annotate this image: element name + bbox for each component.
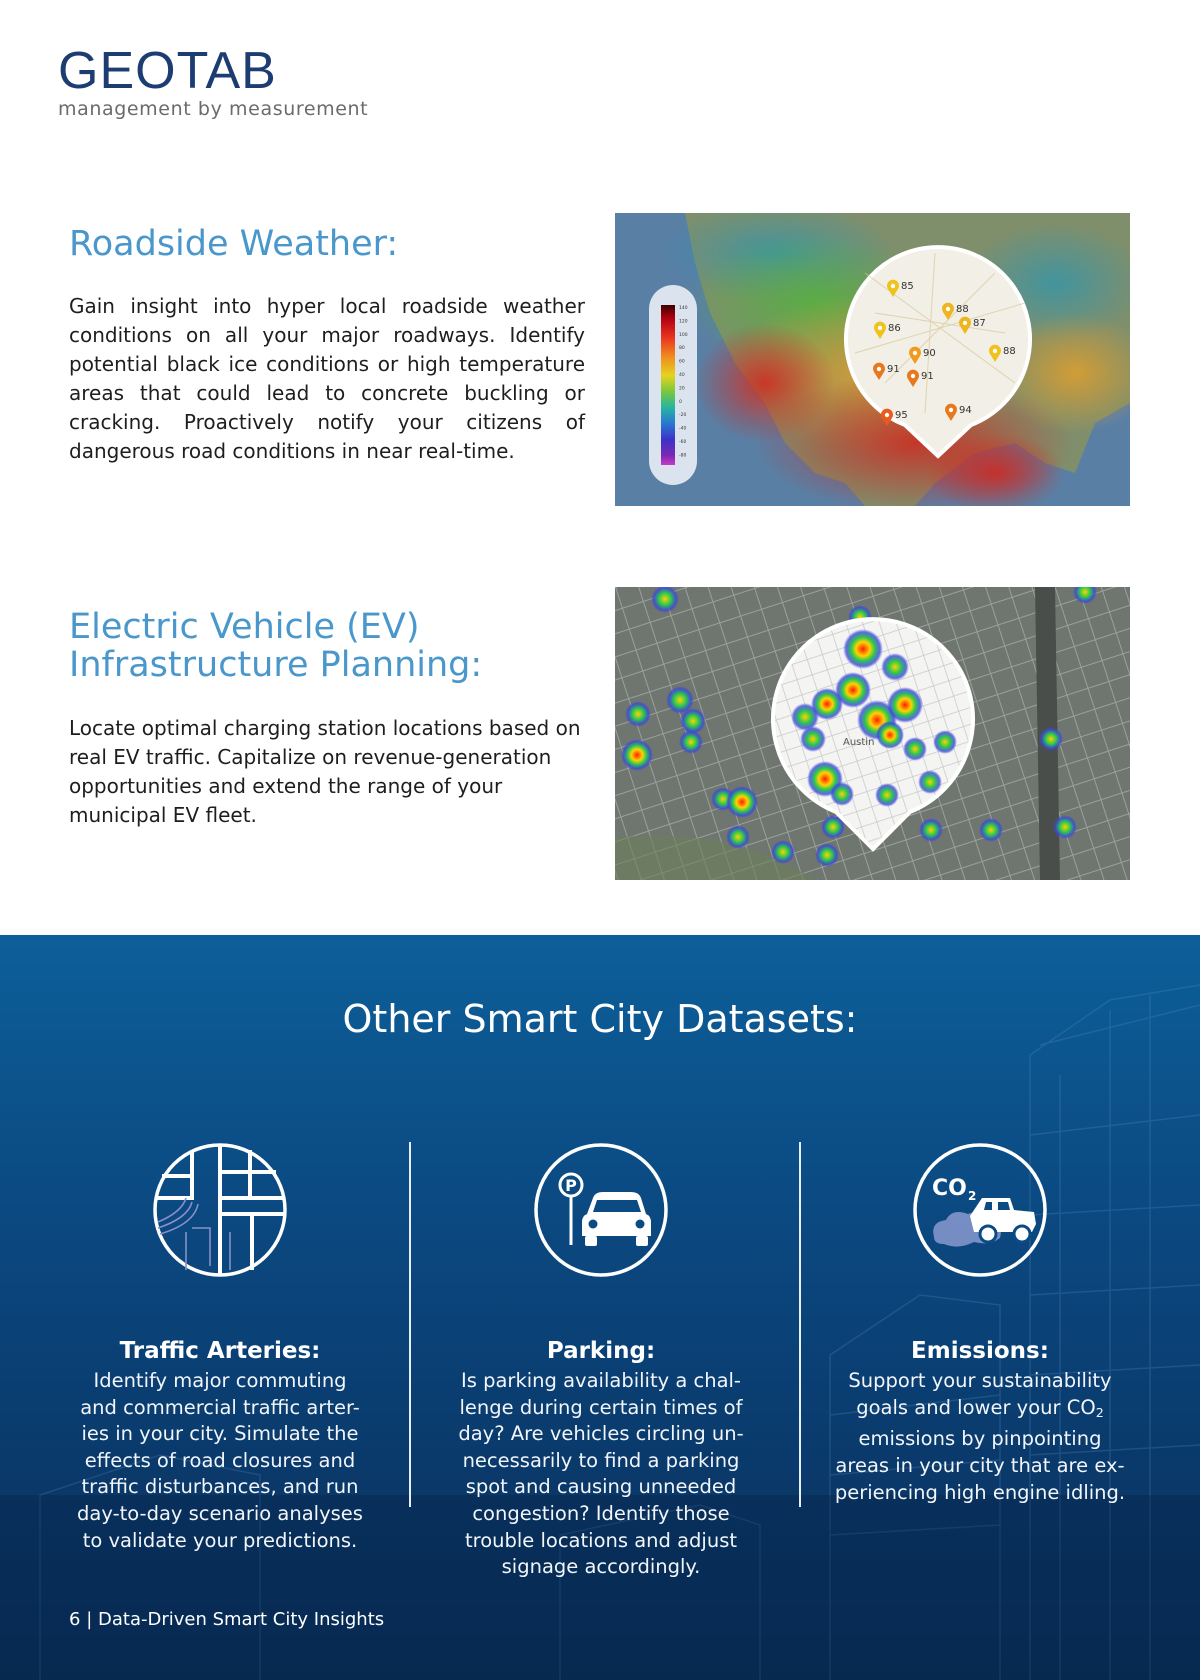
datasets-title: Other Smart City Datasets: (342, 997, 858, 1041)
parking-line: congestion? Identify those (472, 1501, 730, 1525)
legend-tick-label: 0 (679, 399, 682, 405)
temperature-marker-label: 86 (888, 323, 901, 334)
parking-line: Is parking availability a chal- (461, 1369, 741, 1392)
traffic-arteries-line: effects of road closures and (84, 1448, 356, 1472)
ev-heatmap-image (615, 587, 1130, 880)
ev-planning-title-line2: Infrastructure Planning: (69, 645, 483, 685)
traffic-arteries-icon (152, 1142, 288, 1278)
temperature-marker-dot (993, 349, 997, 353)
temperature-marker-dot (878, 326, 882, 330)
traffic-arteries-line: to validate your predictions. (82, 1528, 358, 1552)
temperature-marker-dot (963, 321, 967, 325)
parking-line: day? Are vehicles circling un- (458, 1422, 744, 1446)
parking-line: signage accordingly. (501, 1555, 701, 1579)
co2-subscript: 2 (1095, 1404, 1104, 1420)
temperature-marker-dot (911, 374, 915, 378)
traffic-arteries-line: day-to-day scenario analyses (77, 1501, 363, 1525)
legend-tick-label: 20 (679, 386, 685, 392)
logo-tagline: management by measurement (58, 98, 369, 120)
emissions-title: Emissions: (911, 1338, 1049, 1364)
parking-line: trouble locations and adjust (464, 1528, 738, 1552)
traffic-arteries-title: Traffic Arteries: (119, 1338, 321, 1364)
ev-planning-title-line1: Electric Vehicle (EV) (69, 607, 420, 647)
temperature-marker-label: 88 (1003, 346, 1016, 357)
ev-planning-title (69, 608, 482, 684)
legend-tick-label: -20 (679, 413, 687, 419)
emissions-line: periencing high engine idling. (834, 1480, 1126, 1504)
legend-tick-label: -80 (679, 453, 687, 459)
temperature-marker-label: 91 (921, 371, 934, 382)
legend-tick-label: 60 (679, 359, 685, 365)
legend-tick-label: 80 (679, 346, 685, 352)
temperature-marker-label: 95 (895, 410, 908, 421)
column-divider-2 (799, 1142, 801, 1507)
emissions-body (815, 1368, 1145, 1506)
temperature-marker-dot (877, 367, 881, 371)
temperature-marker-dot (891, 284, 895, 288)
geotab-logo (58, 44, 378, 120)
parking-title: Parking: (546, 1338, 656, 1364)
temperature-marker-dot (885, 413, 889, 417)
temperature-marker-label: 85 (901, 281, 914, 292)
traffic-arteries-body (55, 1368, 385, 1554)
ev-heatmap-svg (615, 587, 1130, 880)
column-divider-1 (409, 1142, 411, 1507)
emissions-line-text: goals and lower your CO (856, 1395, 1096, 1419)
roadside-weather-title: Roadside Weather: (69, 224, 399, 264)
footer-separator: | (86, 1609, 93, 1630)
roadside-weather-body: Gain insight into hyper local roadside weather conditions on all your major roadways. Identify potential black ice conditions or high temperature areas that could lead to concrete buckling or cracking. Proactively notify your citizens of dangerous road conditions in near real-time. (69, 294, 585, 463)
page-footer (69, 1609, 384, 1630)
traffic-arteries-line: and commercial traffic arter- (80, 1395, 360, 1419)
weather-map-image (615, 213, 1130, 506)
traffic-arteries-line: Identify major commuting (93, 1369, 347, 1392)
page-number: 6 (69, 1609, 81, 1630)
temperature-marker-label: 90 (923, 348, 936, 359)
legend-tick-label: 40 (679, 373, 685, 378)
ev-planning-body: Locate optimal charging station locations based on real EV traffic. Capitalize on revenue-generation opportunities and extend the range of your municipal EV fleet. (69, 716, 581, 827)
temperature-marker-label: 87 (973, 318, 986, 329)
traffic-arteries-line: ies in your city. Simulate the (81, 1422, 359, 1446)
emissions-line: areas in your city that are ex- (835, 1453, 1125, 1477)
smart-city-datasets-band (0, 935, 1200, 1680)
parking-line: lenge during certain times of (459, 1395, 743, 1419)
temperature-marker-dot (913, 351, 917, 355)
weather-map-svg (615, 213, 1130, 506)
temperature-marker-label: 94 (959, 405, 972, 416)
temperature-marker-label: 88 (956, 304, 969, 315)
svg-text:CO: CO (932, 1176, 967, 1201)
parking-icon (533, 1142, 669, 1278)
parking-line: spot and causing unneeded (465, 1475, 737, 1499)
svg-text:P: P (565, 1176, 577, 1195)
emissions-line: emissions by pinpointing (858, 1427, 1102, 1451)
legend-tick-label: -60 (679, 440, 687, 445)
parking-line: necessarily to find a parking (462, 1448, 740, 1472)
austin-label: Austin (843, 737, 875, 748)
legend-tick-label: 140 (679, 306, 688, 311)
emissions-line: Support your sustainability (848, 1369, 1112, 1392)
legend-tick-label: 100 (679, 332, 688, 338)
logo-wordmark: GEOTAB (58, 42, 277, 100)
emissions-icon (912, 1142, 1048, 1278)
parking-body (436, 1368, 766, 1581)
emissions-line (815, 1395, 1145, 1427)
temperature-marker-label: 91 (887, 364, 900, 375)
svg-text:2: 2 (968, 1189, 977, 1203)
legend-tick-label: -40 (679, 426, 687, 432)
footer-document-title: Data-Driven Smart City Insights (98, 1609, 385, 1630)
traffic-arteries-line: traffic disturbances, and run (81, 1475, 359, 1499)
temperature-marker-dot (949, 408, 953, 412)
temperature-marker-dot (946, 307, 950, 311)
legend-tick-label: 120 (679, 319, 688, 325)
